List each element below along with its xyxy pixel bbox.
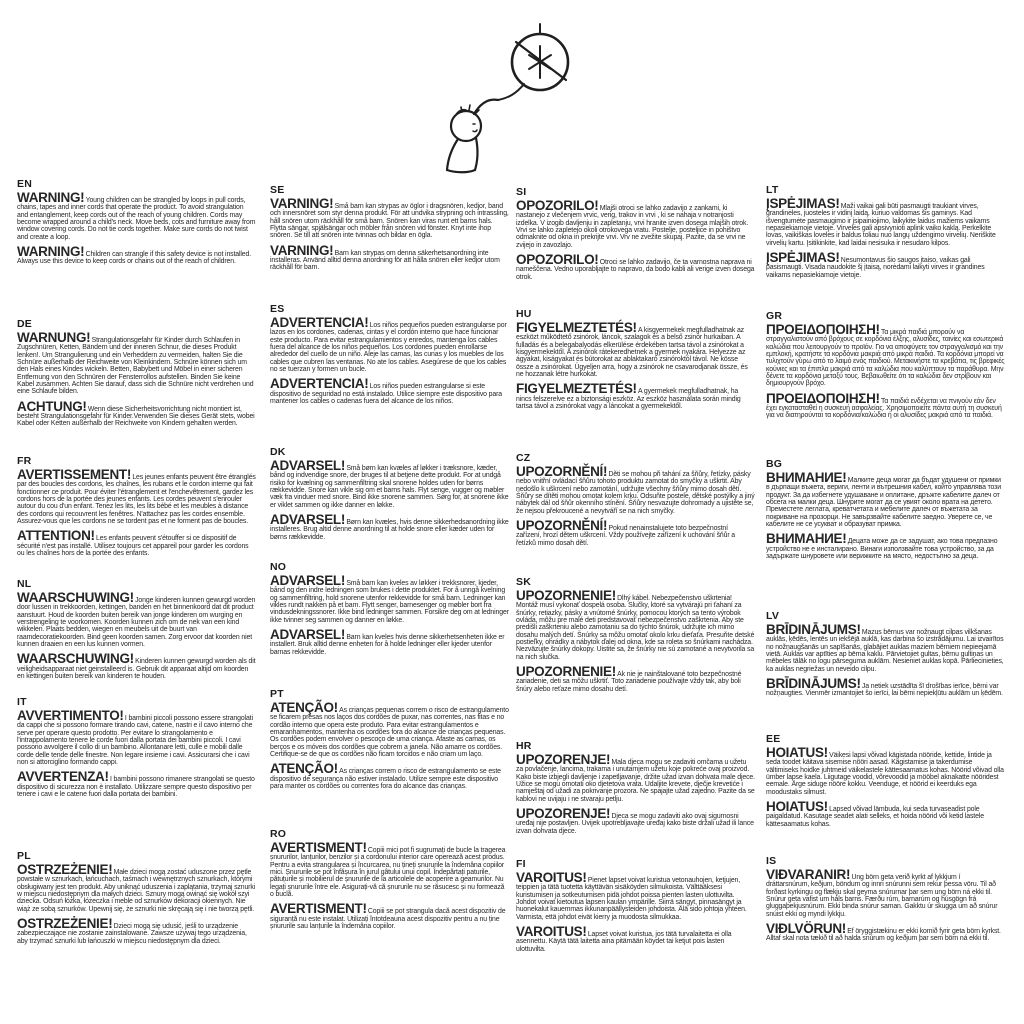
warning-heading: BRĪDINĀJUMS! bbox=[766, 676, 861, 692]
language-code: EN bbox=[17, 178, 32, 190]
warning-heading: ВНИМАНИЕ! bbox=[766, 470, 847, 485]
lang-section-pl bbox=[17, 850, 256, 951]
warning-paragraph bbox=[17, 590, 256, 649]
lang-section-hr bbox=[516, 740, 755, 841]
warning-text: Los niños pueden estrangularse si este dispositivo de seguridad no está instalado. Utilice siempre este dispositivo para mantener los cables o cadenas fuera del alcance de los niños. bbox=[270, 383, 502, 406]
warning-heading: HOIATUS! bbox=[766, 799, 828, 815]
lang-section-sk bbox=[516, 576, 755, 699]
warning-text: Copiii mici pot fi sugrumați de bucle la tragerea șnururilor, lanțurilor, benzilor și a cordonului interior care operează acest produs. Pentru a evita strangularea și încurcarea, nu țineți șnururile la îndemâna copiilor mici. Șnururile se pot înfășura în jurul gâtului unui copil. Îndepărtați paturile, pătuțurile și mobilierul de șnururile de la articolele de acoperire a geamurilor. Nu legați șnururile între ele. Asigurați-vă că șnururile nu se răsucesc și nu formează o buclă. bbox=[270, 847, 506, 899]
warning-paragraph bbox=[270, 458, 509, 509]
warning-text: Lapset voivat kuristua, jos tätä turvalaitetta ei olla asennettu. Käytä tätä laitetta aina pitämään köydet tai ketjut pois lasten ulottuvilta. bbox=[516, 931, 732, 953]
language-code: DK bbox=[270, 446, 286, 458]
warning-paragraph bbox=[17, 190, 256, 241]
warning-paragraph bbox=[270, 573, 509, 624]
warning-text: A gyermekek megfulladhatnak, ha nincs felszerelve ez a biztonsági eszköz. Az eszköz használata során mindig tartsa távol a zsinórokat vagy a láncokat a gyermekektől. bbox=[516, 388, 741, 411]
warning-text: Lapsed võivad lämbuda, kui seda turvaseadist pole paigaldatud. Kasutage seadet alati selleks, et hoida nöörid või ketid lastele kättesaamatus kohas. bbox=[766, 806, 984, 828]
warning-paragraph bbox=[516, 664, 755, 693]
warning-paragraph bbox=[516, 870, 755, 921]
warning-paragraph bbox=[270, 700, 509, 759]
warning-text: Mala djeca mogu se zadaviti omčama u užetu za povlačenje, lancima, trakama i unutarnjem užetu koje pokreće ovaj proizvod. Kako biste izbjegli davljenje i zapetljavanje, držite užad izvan dohvata male djece. Užice se mogu omotati oko djetetova vrata. Udaljite krevete, dječje krevetiće i namještaj od užadi za pokrivanje prozora. Ne spajajte užad zajedno. Pazite da se kablovi ne uvijaju i ne stvaraju petlju. bbox=[516, 759, 755, 803]
warning-paragraph bbox=[516, 806, 755, 835]
warning-heading: VAROITUS! bbox=[516, 870, 587, 885]
warning-heading: OPOZORILO! bbox=[516, 252, 599, 268]
warning-paragraph bbox=[270, 512, 509, 541]
warning-heading: AVVERTENZA! bbox=[17, 769, 109, 785]
lang-section-si bbox=[516, 186, 755, 287]
warning-heading: OPOZORILO! bbox=[516, 198, 599, 213]
warning-text: Děti se mohou při tahání za šňůry, řetízky, pásky nebo vnitřní ovládací šňůru tohoto produktu zamotat do smyčky a uškrtit. Aby nedošlo k uškrcení nebo zamotání, udržujte všechny šňůry mimo dosah dětí. Šňůry se dítěti mohou omotat kolem krku. Odsuňte postele, dětské postýlky a jiný nábytek dál od šňůr okenního stínění. Šňůry nesvazujte dohromady a ujistěte se, že nejsou překroucené a nevytváří se na nich smyčky. bbox=[516, 471, 755, 515]
warning-text: Otroci se lahko zadavijo, če ta varnostna naprava ni nameščena. Vedno uporabljajte to napravo, da bodo kabli ali verige izven dosega otrok. bbox=[516, 259, 755, 281]
lang-section-it bbox=[17, 696, 256, 804]
warning-text: Barn kan strypas om denna säkerhetsanordning inte installeras. Använd alltid denna anordning för att hålla snören eller kedjor utom räckhåll för barn. bbox=[270, 249, 500, 272]
warning-text: Børn kan kvæles, hvis denne sikkerhedsanordning ikke installeres. Brug altid denne anordning til at holde snore eller kæder uden for børns rækkevidde. bbox=[270, 519, 509, 541]
language-code: HR bbox=[516, 740, 532, 752]
language-code: NL bbox=[17, 578, 32, 590]
warning-text: Ef öryggistækinu er ekki komið fyrir geta börn kyrkst. Alltaf skal nota tækið til að halda snúrum og keðjum þar sem börn ná ekki til. bbox=[766, 928, 1001, 943]
language-code: LV bbox=[766, 610, 780, 622]
warning-paragraph bbox=[270, 196, 509, 240]
warning-paragraph bbox=[766, 390, 1005, 420]
warning-text: As crianças correm o risco de estrangulamento se este dispositivo de segurança não estiver instalado. Utilize sempre este dispositivo para manter os cordões ou correntes fora do alcance das crianças. bbox=[270, 768, 501, 791]
warning-text: Jonge kinderen kunnen gewurgd worden door lussen in trekkoorden, kettingen, banden en het binnenkoord dat dit product aanstuurt. Houd de koorden buiten bereik van jonge kinderen om wurging en verstrengeling te voorkomen. Koorden kunnen zich om de nek van een kind wikkelen. Plaats bedden, wiegen en meubels uit de buurt van raamdecoratiekoorden. Bind geen koorden samen. Zorg ervoor dat koorden niet kunnen draaien en een lus kunnen vormen. bbox=[17, 597, 256, 649]
warning-text: Barn kan kveles hvis denne sikkerhetsenheten ikke er installert. Bruk alltid denne enheten for å holde ledninger eller kjeder utenfor barnas rekkevidde. bbox=[270, 634, 505, 656]
warning-paragraph bbox=[766, 196, 1005, 247]
warning-paragraph bbox=[516, 381, 755, 411]
warning-heading: ĮSPĖJIMAS! bbox=[766, 196, 840, 211]
warning-text: Les enfants peuvent s'étouffer si ce dispositif de sécurité n'est pas installé. Utilisez toujours cet appareil pour garder les cordons ou les chaînes hors de la portée des enfants. bbox=[17, 535, 249, 558]
language-code: NO bbox=[270, 561, 287, 573]
lang-section-es bbox=[270, 303, 509, 411]
warning-heading: ADVARSEL! bbox=[270, 458, 346, 473]
warning-paragraph bbox=[516, 518, 755, 547]
lang-section-lv bbox=[766, 610, 1005, 704]
warning-text: Små barn kan kveles av løkker i trekksnorer, kjeder, bånd og den indre ledningen som brukes i dette produktet. For å unngå kvelning og sammenfiltring, hold snorene utenfor rekkevidde for små barn. Ledninger kan vikles rundt nakken på et barn. Flytt senger, barnesenger og møbler bort fra vindusdekningssnorer. Ikke bind ledninger sammen. Forsikre deg om at ledninger ikke tvinner seg sammen og danner en løkke. bbox=[270, 580, 509, 624]
warning-heading: ĮSPĖJIMAS! bbox=[766, 250, 840, 266]
warning-text: As crianças pequenas correm o risco de estrangulamento se ficarem presas nos laços dos cordões de puxar, nas correntes, nas fitas e no cordão interno que opera este produto. Para evitar estrangulamentos e emaranhamentos, mantenha os cordões fora do alcance de crianças pequenas. Os cordões podem envolver o pescoço de uma criança. Afaste as camas, os berços e os móveis dos cordões que cobrem a janela. Não amarre os cordões. Certifique-se de que os cordões não ficam torcidos e não criam um laço. bbox=[270, 707, 509, 759]
warning-heading: UPOZORENJE! bbox=[516, 752, 611, 767]
warning-text: Kinderen kunnen gewurgd worden als dit veiligheidsapparaat niet geinstalleerd is. Gebruik dit apparaat altijd om koorden en kettingen buiten bereik van kinderen te houden. bbox=[17, 658, 256, 681]
warning-heading: FIGYELMEZTETÉS! bbox=[516, 320, 637, 335]
warning-text: Wenn diese Sicherheitsvorrichtung nicht montiert ist, besteht Strangulationsgefahr für Kinder.Verwenden Sie dieses Gerät stets, wobei Kabel oder Ketten außerhalb der Reichweite von Kindern gehalten werden. bbox=[17, 405, 255, 428]
warning-text: I bambini piccoli possono essere strangolati da cappi che si possono formare tirando cavi, catene, nastri e il cavo interno che serve per operare questo prodotto. Per evitare lo strangolamento e l'intrappolamento tenere le corde fuori dalla portata dei bambini piccoli. I cavi possono avvolgere il collo di un bambino. Allontanare letti, culle e mobili dalle corde delle tende delle finestre. Non legare insieme i cavi. Assicurarsi che i cavi non si attorciglino formando cappi. bbox=[17, 715, 253, 767]
lang-section-pt bbox=[270, 688, 509, 796]
language-code: HU bbox=[516, 308, 532, 320]
child-reaching-cord-sketch bbox=[428, 22, 588, 174]
warning-paragraph bbox=[270, 627, 509, 656]
warning-text: Små barn kan strypas av öglor i dragsnören, kedjor, band och innersnöret som styr denna produkt. För att undvika strypning och intrassling, håll snören utom räckhåll för små barn. Snören kan viras runt ett barns hals. Flytta sängar, spjälsängar och möbler från snören vid fönster. Knyt inte ihop snören. Se till att snören inte tvinnas och bildar en ögla. bbox=[270, 203, 509, 240]
warning-heading: ATENÇÃO! bbox=[270, 700, 338, 715]
lang-section-gr bbox=[766, 310, 1005, 426]
language-code: SI bbox=[516, 186, 527, 198]
warning-text: Малките деца могат да бъдат удушени от примки в дърпащи въжета, вериги, ленти и вътрешния кабел, който управлява този продукт. За да избегнете удушаване и оплитане, дръжте кабелите далеч от обсега на малки деца. Шнурите могат да се увият около врата на детето. Преместете леглата, креватчетата и мебелите далеч от въжетата за покриване на прозорци. Не завързвайте кабелите заедно. Уверете се, че кабелите не се усукват и образуват примка. bbox=[766, 477, 1001, 529]
warning-heading: VARNING! bbox=[270, 242, 334, 258]
warning-paragraph bbox=[17, 708, 256, 767]
warning-heading: WARNING! bbox=[17, 244, 85, 260]
warning-heading: AVVERTIMENTO! bbox=[17, 708, 124, 723]
warning-text: Väikesi lapsi võivad kägistada nööride, kettide, lintide ja seda toodet käitava sisemise nööri aasad. Kägistamise ja takerdumise vältimiseks hoidke juhtmeid väikelastele kättesaamatus kohas. Nöörid võivad olla ümber lapse kaela. Liigutage voodid, võrevoodid ja mööbel aknakatte nööridest eemale. Ärge siduge nööre kokku. Veenduge, et nöörid ei keerduks ega moodustaks silmust. bbox=[766, 752, 1004, 796]
warning-paragraph bbox=[17, 916, 256, 945]
warning-text: Los niños pequeños pueden estrangularse por lazos en los cordones, cadenas, cintas y el cordón interno que hace funcionar este producto. Para evitar estrangulamientos y enredos, mantenga los cables fuera del alcance de los niños pequeños. Los cordones pueden enrollarse alrededor del cuello de un niño. Aleje las camas, las cunas y los muebles de los cables que cubren las ventanas. No ate los cables. Asegúrese de que los cables no se tuerzan y formen un bucle. bbox=[270, 322, 507, 374]
warning-paragraph bbox=[766, 322, 1005, 388]
warning-paragraph bbox=[270, 376, 509, 406]
warning-heading: WAARSCHUWING! bbox=[17, 590, 134, 605]
warning-heading: AVERTISMENT! bbox=[270, 901, 367, 917]
lang-section-is bbox=[766, 855, 1005, 949]
warning-text: Pokud nenainstalujete toto bezpečnostní zařízení, hrozí dětem uškrcení. Vždy používejte zařízení k uchování šňůr a řetízků mimo dosah dětí. bbox=[516, 525, 736, 547]
warning-heading: UPOZORENJE! bbox=[516, 806, 611, 822]
warning-paragraph bbox=[766, 531, 1005, 561]
warning-heading: ATTENTION! bbox=[17, 528, 95, 544]
warning-text: Ja netiek uzstādīta šī drošības ierīce, bērni var nožņaugties. Vienmēr izmantojiet šo ierīci, lai bērni nepiekļūtu auklām un ķēdēm. bbox=[766, 683, 1003, 698]
warning-heading: ВНИМАНИЕ! bbox=[766, 531, 847, 547]
warning-text: Pienet lapset voivat kuristua vetonauhojen, ketjujen, teippien ja tätä tuotetta käyttävän sisäköyden silmukoista. Välttääksesi kuristumisen ja sotkeutumisen pidä johdot poissa pienten lasten ulottuvilta. Johdot voivat kietoutua lapsen kaulan ympärille. Siirrä sängyt, pinnasängyt ja huonekalut kauemmas ikkunanpäällysteiden johdoista. Älä sido johtoja yhteen. Varmista, että johdot eivät kierry ja muodosta silmukkaa. bbox=[516, 877, 747, 921]
warning-heading: UPOZORNĚNÍ! bbox=[516, 464, 608, 479]
warning-paragraph bbox=[516, 752, 755, 803]
warning-heading: ADVARSEL! bbox=[270, 573, 346, 588]
warning-text: Copiii se pot strangula dacă acest dispozitiv de siguranță nu este instalat. Utilizați întotdeauna acest dispozitiv pentru a nu ține șnururile sau lanțurile la îndemâna copiilor. bbox=[270, 908, 506, 931]
warning-paragraph bbox=[766, 622, 1005, 673]
warning-heading: ΠΡΟΕΙΔΟΠΟΙΗΣΗ! bbox=[766, 390, 880, 406]
warning-heading: UPOZORNENIE! bbox=[516, 664, 616, 680]
language-code: FR bbox=[17, 455, 32, 467]
warning-paragraph bbox=[516, 252, 755, 281]
warning-heading: VIÐVARANIR! bbox=[766, 867, 851, 882]
warning-text: I bambini possono rimanere strangolati se questo dispositivo di sicurezza non è installato. Utilizzare sempre questo dispositivo per tenere i cavi e le catene fuori dalla portata dei bambini. bbox=[17, 776, 255, 799]
warning-heading: AVERTISMENT! bbox=[270, 840, 367, 855]
language-code: SK bbox=[516, 576, 531, 588]
warning-paragraph bbox=[516, 588, 755, 661]
warning-text: Maži vaikai gali būti pasmaugti traukiant virves, grandinėles, juosteles ir vidinį laidą, kuriuo valdomas šis gaminys. Kad išvengtumėte pasmaugimo ir įsipainiojimo, laikykite laidus mažiems vaikams nepasiekiamoje vietoje. Virvelės gali apsivynioti aplink vaiko kaklą. Perkelkite lovas, vaikiškas loveles ir baldus toliau nuo langų uždengimo virvelių. Neriškite virvelių kartu. Įsitikinkite, kad laidai nesisuka ir nesudaro kilpos. bbox=[766, 203, 996, 247]
child-cord-hazard-illustration bbox=[428, 22, 588, 174]
language-code: ES bbox=[270, 303, 285, 315]
warning-heading: WARNING! bbox=[17, 190, 85, 205]
lang-section-en bbox=[17, 178, 256, 272]
warning-text: Young children can be strangled by loops in pull cords, chains, tapes and inner cords that operate the product. To avoid strangulation and entanglement, keep cords out of the reach of young children. Cords may become wrapped around a child's neck. Move beds, cots and furniture away from window covering cords. Do not tie cords together. Make sure cords do not twist and create a loop. bbox=[17, 197, 256, 241]
warning-text: Децата може да се задушат, ако това предпазно устройство не е инсталирано. Винаги използвайте това устройство, за да задържате шнуровете или верижките на място, недостъпно за деца. bbox=[766, 538, 998, 561]
warning-paragraph bbox=[17, 528, 256, 558]
language-code: BG bbox=[766, 458, 783, 470]
warning-paragraph bbox=[17, 330, 256, 396]
language-code: LT bbox=[766, 184, 779, 196]
lang-section-ee bbox=[766, 733, 1005, 834]
warning-heading: WARNUNG! bbox=[17, 330, 91, 345]
lang-section-de bbox=[17, 318, 256, 434]
warning-heading: BRĪDINĀJUMS! bbox=[766, 622, 861, 637]
lang-section-fi bbox=[516, 858, 755, 959]
warning-paragraph bbox=[17, 467, 256, 526]
warning-paragraph bbox=[766, 250, 1005, 279]
warning-paragraph bbox=[270, 901, 509, 931]
warning-heading: ADVARSEL! bbox=[270, 512, 346, 528]
warning-heading: UPOZORNĚNÍ! bbox=[516, 518, 608, 534]
warning-heading: ADVARSEL! bbox=[270, 627, 346, 643]
warning-heading: ATENÇÃO! bbox=[270, 761, 338, 777]
lang-section-ro bbox=[270, 828, 509, 936]
warning-heading: ADVERTENCIA! bbox=[270, 376, 369, 392]
warning-heading: WAARSCHUWING! bbox=[17, 651, 134, 667]
warning-text: Τα παιδιά ενδέχεται να πνιγούν εάν δεν έχει εγκατασταθεί η συσκευή ασφαλείας. Χρησιμοποιείτε πάντα αυτή τη συσκευή για να διατηρούνται τα κορδόνια/καλώδια ή οι αλυσίδες μακριά από τα παιδιά. bbox=[766, 397, 1002, 420]
warning-paragraph bbox=[17, 244, 256, 266]
warning-text: A kisgyermekek megfulladhatnak az eszközt működtető zsinórok, láncok, szalagok és a belső zsinór hurkaiban. A fulladás és a belegabalyodás elkerülése érdekében tartsa távol a zsinórokat a kisgyermekektől. A zsinórok rátekeredhetnek a gyermek nyakára. Helyezze az ágyakat, kiságyakat és bútorokat az ablaktakaró zsinóroktól távol. Ne kösse össze a zsinórokat. Ügyeljen arra, hogy a zsinórok ne csavarodjanak össze, és ne hozzanak létre hurkokat. bbox=[516, 327, 748, 379]
warning-paragraph bbox=[516, 464, 755, 515]
warning-paragraph bbox=[270, 761, 509, 791]
warning-paragraph bbox=[766, 921, 1005, 943]
language-code: PT bbox=[270, 688, 284, 700]
warning-paragraph bbox=[17, 769, 256, 799]
language-code: PL bbox=[17, 850, 31, 862]
lang-section-se bbox=[270, 184, 509, 278]
warning-heading: OSTRZEŻENIE! bbox=[17, 862, 113, 877]
warning-heading: FIGYELMEZTETÉS! bbox=[516, 381, 637, 397]
warning-paragraph bbox=[516, 924, 755, 953]
language-code: EE bbox=[766, 733, 781, 745]
warning-heading: OSTRZEŻENIE! bbox=[17, 916, 113, 932]
warning-heading: VARNING! bbox=[270, 196, 334, 211]
warning-text: Mazus bērnus var nožņaugt cilpas vilkšanas auklās, ķēdēs, lentēs un iekšējā auklā, kas darbina šo izstrādājumu. Lai izvairītos no nožņaugšanās un sapīšanās, glabājiet auklas maziem bērniem nepieejamā vietā. Auklas var aptīties ap bērna kaklu. Pārvietojiet gultas, bērnu gultiņas un mēbeles tālāk no logu pārseguma auklām. Nesieniet auklas kopā. Pārliecinieties, ka auklas negriežas un neveido cilpu. bbox=[766, 629, 1004, 673]
language-code: FI bbox=[516, 858, 526, 870]
lang-section-no bbox=[270, 561, 509, 662]
warning-heading: ACHTUNG! bbox=[17, 398, 87, 414]
warning-paragraph bbox=[270, 315, 509, 374]
lang-section-bg bbox=[766, 458, 1005, 566]
warning-paragraph bbox=[17, 862, 256, 913]
warning-text: Małe dzieci mogą zostać uduszone przez pętle powstałe w sznurkach, łańcuchach, taśmach i wewnętrznych sznurkach, którymi obsługiwany jest ten produkt. Aby uniknąć uduszenia i zaplątania, trzymaj sznurki w miejscu niedostępnym dla małych dzieci. Sznury mogą owinąć się wokół szyi dziecka. Odsuń łóżka, łóżeczka i meble od sznurków dekoracji okiennych. Nie wiąż ze sobą sznurków. Upewnij się, że sznurki nie skręcają się i nie tworzą pętli. bbox=[17, 869, 256, 913]
language-code: DE bbox=[17, 318, 32, 330]
warning-heading: ΠΡΟΕΙΔΟΠΟΙΗΣΗ! bbox=[766, 322, 880, 337]
warning-paragraph bbox=[516, 320, 755, 379]
warning-text: Små børn kan kvæles af løkker i træksnore, kæder, bånd og indvendige snore, der bruges til at betjene dette produkt. For at undgå risiko for kvælning og sammenfiltring skal snorene holdes uden for børns rækkevidde. Snore kan vikle sig om et barns hals. Flyt senge, vugger og møbler væk fra vinduer med snore. Bind ikke snorene sammen. Sørg for, at snorene ikke er viklet sammen og ikke danner en løkke. bbox=[270, 465, 509, 509]
lang-section-hu bbox=[516, 308, 755, 416]
lang-section-nl bbox=[17, 578, 256, 686]
warning-heading: HOIATUS! bbox=[766, 745, 828, 760]
warning-text: Dlhý kábel. Nebezpečenstvo uškrtenia! Montáž musí vykonať dospelá osoba. Slučky, ktoré sa vytvárajú pri ťahaní za šnúrky, retiazky, pásky a vnútorné šnúrky, pomocou ktorých sa tento výrobok ovláda, môžu pre malé deti predstavovať nebezpečenstvo zaškrtenia. Aby ste predišli zaškrteniu alebo zamotaniu sa do týchto šnúrok, udržujte ich mimo dosahu malých detí. Šnúrky sa môžu omotať okolo krku dieťaťa. Presuňte detské postieľky, ohrádky a nábytok ďalej od okna, kde sa roleta so šnúrkami nachádza. Nezväzujte šnúrky dokopy. Uistite sa, že šnúrky nie sú zamotané a nevytvorila sa na nich slučka. bbox=[516, 595, 755, 661]
warning-paragraph bbox=[766, 867, 1005, 918]
warning-text: Τα μικρά παιδιά μπορούν να στραγγαλιστούν από βρόχους σε κορδόνια έλξης, αλυσίδες, ταινίες και εσωτερικά καλώδια που λειτουργούν το προϊόν. Για να αποφύγετε τον στραγγαλισμό και την εμπλοκή, κρατήστε τα κορδόνια μακριά από μικρά παιδιά. Τα κορδόνια μπορεί να τυλιχτούν γύρω από το λαιμό ενός παιδιού. Μετακινήστε τα κρεβάτια, τις βρεφικές κούνιες και τα έπιπλα μακριά από τα καλώδια που καλύπτουν τα παράθυρα. Μην δένετε τα κορδόνια μεταξύ τους. Βεβαιωθείτε ότι τα καλώδια δεν στρίβουν και δημιουργούν βρόχο. bbox=[766, 329, 1005, 388]
warning-heading: ADVERTENCIA! bbox=[270, 315, 369, 330]
warning-paragraph bbox=[766, 676, 1005, 698]
warning-paragraph bbox=[766, 799, 1005, 828]
warning-text: Strangulationsgefahr für Kinder durch Schlaufen in Zugschnüren, Ketten, Bändern und der inneren Schnur, die dieses Produkt lenken!. Um Strangulierung und ein Verheddern zu vermeiden, halten Sie die Schnüre außerhalb der Reichweite von Kleinkindern. Schnüre können sich um den Hals eines Kindes wickeln. Betten, Babybett und Möbel in einer sicheren Entfernung von den Schnüren der Fensterrollos aufstellen. Binden Sie keine Kabel zusammen. Achten Sie darauf, dass sich die Schnüre nicht verdrehen und eine Schlaufe bilden. bbox=[17, 337, 254, 396]
warning-heading: AVERTISSEMENT! bbox=[17, 467, 132, 482]
warning-text: Dzieci mogą się udusić, jeśli to urządzenie zabezpieczające nie zostanie zainstalowane. Zawsze używaj tego urządzenia, aby trzymać sznurki lub łańcuszki w miejscu niedostępnym dla dzieci. bbox=[17, 923, 247, 945]
warning-text: Children can strangle if this safety device is not installed. Always use this device to keep cords or chains out of the reach of children. bbox=[17, 251, 252, 266]
warning-paragraph bbox=[270, 242, 509, 272]
warning-paragraph bbox=[766, 470, 1005, 529]
warning-text: Nesumontavus šio saugos įtaiso, vaikas gali pasismaugti. Visada naudokite šį įtaisą, norėdami laikyti virves ir grandines vaikams nepasiekiamoje vietoje. bbox=[766, 257, 985, 279]
lang-section-dk bbox=[270, 446, 509, 547]
language-code: CZ bbox=[516, 452, 531, 464]
language-code: RO bbox=[270, 828, 287, 840]
language-code: GR bbox=[766, 310, 783, 322]
warning-text: Djeca se mogu zadaviti ako ovaj sigurnosni uređaj nije postavljen. Uvijek upotrebljavajte uređaj kako biste držali užad ili lance izvan dohvata djece. bbox=[516, 813, 754, 835]
warning-paragraph bbox=[17, 651, 256, 681]
warning-heading: VAROITUS! bbox=[516, 924, 587, 940]
language-code: IS bbox=[766, 855, 777, 867]
warning-paragraph bbox=[270, 840, 509, 899]
language-code: IT bbox=[17, 696, 27, 708]
warning-heading: VIÐLVÖRUN! bbox=[766, 921, 846, 937]
warning-heading: UPOZORNENIE! bbox=[516, 588, 616, 603]
warning-text: Ak nie je nainštalované toto bezpečnostné zariadenie, deti sa môžu uškrtiť. Toto zariadenie používajte vždy tak, aby boli šnúry alebo reťaze mimo dosahu detí. bbox=[516, 671, 742, 693]
lang-section-lt bbox=[766, 184, 1005, 285]
warning-text: Ung börn geta verið kyrkt af lykkjum í dráttarsnúrum, keðjum, böndum og innri snúrunni sem rekur þessa vöru. Til að forðast kyrkingu og flækju skal geyma snúrurnar þar sem ung börn ná ekki til. Snúrur geta vafist um háls barns. Færðu rúm, barnarúm og húsgögn frá gluggaþekjusnúrum. Ekki binda snúrur saman. Gakktu úr skugga um að snúrur snúist ekki og myndi lykkju. bbox=[766, 874, 998, 918]
language-code: SE bbox=[270, 184, 285, 196]
lang-section-cz bbox=[516, 452, 755, 553]
warning-text: Mlajši otroci se lahko zadavijo z zankami, ki nastanejo z vlečenjem vrvic, verig, trakov in vrvi , ki se nahaja v notranjosti izdelka. V izogib davljenju in zapletanju, vrvi hranite izven dosega mlajših otrok. Vrvi se lahko zapletejo okoli otrokovega vratu. Postelje, posteljice in pohištvo odmaknite od okna in prekrijte vrvi. Vrv ne zvežite skupaj. Pazite, da se vrvi ne zvijejo in zavozlajo. bbox=[516, 205, 749, 249]
warning-paragraph bbox=[766, 745, 1005, 796]
warning-text: Les jeunes enfants peuvent être étranglés par des boucles des cordons, les chaînes, les rubans et le cordon interne qui fait fonctionner ce produit. Pour éviter l'étranglement et l'enchevêtrement, gardez les cordons hors de la portée des jeunes enfants. Les cordes peuvent s'enrouler autour du cou d'un enfant. Tenez les lits, les lits bébé et les meubles à distance des cordons qui recouvrent les fenêtres. N'attachez pas les cordes ensemble. Assurez-vous que les cordons ne se tordent pas et ne forment pas de boucles. bbox=[17, 474, 256, 526]
warning-paragraph bbox=[516, 198, 755, 249]
lang-section-fr bbox=[17, 455, 256, 563]
warning-paragraph bbox=[17, 398, 256, 428]
